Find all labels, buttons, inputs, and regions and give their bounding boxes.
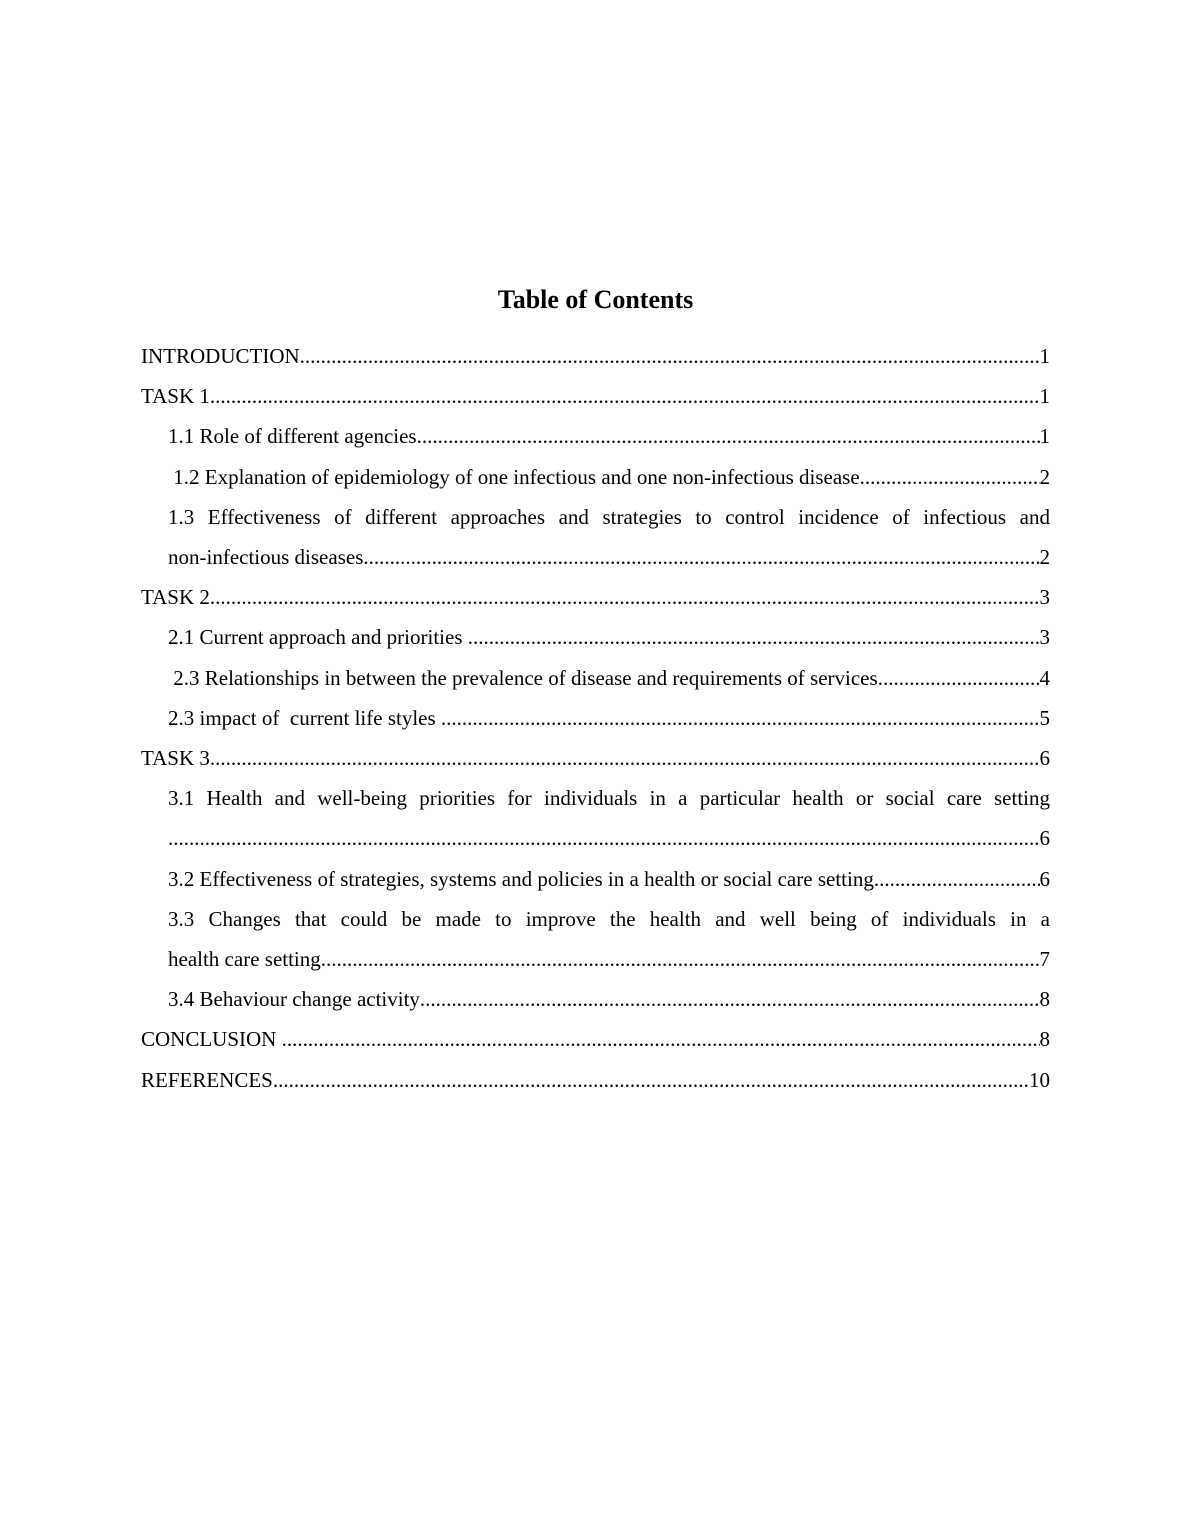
toc-entry-1-3[interactable] [141, 497, 1050, 577]
toc-entry-text: 1.2 Explanation of epidemiology of one infectious and one non-infectious disease [168, 464, 860, 489]
toc-entry-word: priorities [419, 786, 496, 811]
toc-entry-word: Health [206, 786, 263, 811]
toc-entry-3-3[interactable] [141, 899, 1050, 979]
toc-entry-conclusion[interactable] [141, 1019, 1050, 1059]
toc-page-number: 4 [1039, 665, 1050, 690]
toc-entry-text: TASK 2 [141, 585, 210, 610]
toc-entry-word: the [609, 906, 636, 931]
toc-entry-word: of [892, 504, 910, 529]
toc-page-number: 10 [1029, 1067, 1050, 1092]
toc-page-number: 6 [1039, 746, 1050, 771]
toc-page-number: 3 [1039, 625, 1050, 650]
toc-page-number: 1 [1039, 384, 1050, 409]
toc-entry-word: made [435, 906, 481, 931]
toc-entry-text: TASK 1 [141, 384, 210, 409]
toc-entry-introduction[interactable] [141, 336, 1050, 376]
toc-entry-2-3-impact[interactable] [141, 698, 1050, 738]
toc-entry-1-1[interactable] [141, 416, 1050, 456]
toc-entry-word: and [274, 786, 305, 811]
toc-entry-word: for [507, 786, 532, 811]
toc-entry-word: setting [994, 786, 1050, 811]
toc-entry-word: strategies [602, 504, 682, 529]
toc-entry-text: 2.3 Relationships in between the prevalence of disease and requirements of services [168, 665, 878, 690]
toc-page-number: 3 [1039, 585, 1050, 610]
dot-leader [468, 617, 1040, 657]
toc-entry-word: different [365, 504, 438, 529]
toc-entry-1-2[interactable] [141, 457, 1050, 497]
toc-entry-text: 2.1 Current approach and priorities [168, 625, 468, 650]
toc-entry-word: of [334, 504, 352, 529]
dot-leader [860, 457, 1040, 497]
toc-page-number: 1 [1039, 424, 1050, 449]
toc-entry-3-1[interactable] [141, 778, 1050, 858]
toc-entry-word: social [885, 786, 935, 811]
toc-page-number: 7 [1039, 947, 1050, 972]
toc-entry-text: 3.2 Effectiveness of strategies, systems and policies in a health or social care setting [168, 866, 874, 891]
toc-entry-word: a [1040, 906, 1050, 931]
toc-entry-text: REFERENCES [141, 1067, 273, 1092]
toc-entry-word: Changes [208, 906, 281, 931]
toc-entry-word: being [810, 906, 857, 931]
toc-entry-word: control [725, 504, 785, 529]
toc-entry-2-1[interactable] [141, 617, 1050, 657]
toc-entry-text: CONCLUSION [141, 1027, 282, 1052]
toc-entry-word: individuals [902, 906, 996, 931]
dot-leader [273, 1060, 1029, 1100]
toc-entry-word: improve [525, 906, 596, 931]
toc-entry-word: infectious [923, 504, 1007, 529]
toc-entry-word: Effectiveness [207, 504, 321, 529]
toc-entry-word: to [495, 906, 512, 931]
toc-entry-word: 3.3 [168, 906, 195, 931]
toc-page-number: 1 [1039, 344, 1050, 368]
toc-entry-word: to [695, 504, 712, 529]
toc-entry-word: that [294, 906, 327, 931]
toc-entry-word: or [855, 786, 874, 811]
toc-page-number: 6 [1039, 826, 1050, 851]
dot-leader [321, 939, 1040, 979]
dot-leader [420, 979, 1040, 1019]
dot-leader [168, 818, 1040, 858]
dot-leader [282, 1019, 1040, 1059]
toc-entry-word: incidence [798, 504, 879, 529]
dot-leader [441, 698, 1040, 738]
dot-leader [874, 859, 1040, 899]
toc-entry-text: 2.3 impact of current life styles [168, 705, 441, 730]
toc-entry-text: non-infectious diseases [168, 545, 364, 570]
dot-leader [300, 336, 1040, 376]
dot-leader [210, 738, 1040, 778]
toc-entry-3-4[interactable] [141, 979, 1050, 1019]
toc-entry-task-3[interactable] [141, 738, 1050, 778]
dot-leader [210, 376, 1040, 416]
dot-leader [878, 658, 1040, 698]
toc-entry-word: of [870, 906, 889, 931]
toc-entry-word: and [715, 906, 746, 931]
toc-entry-word: and [558, 504, 589, 529]
toc-list [141, 336, 1050, 1100]
toc-entry-word: in [1010, 906, 1027, 931]
toc-page-number: 8 [1039, 1027, 1050, 1052]
toc-entry-text: 3.4 Behaviour change activity [168, 987, 420, 1012]
toc-entry-word: well [759, 906, 796, 931]
toc-entry-word: and [1019, 504, 1050, 529]
toc-page-number: 8 [1039, 987, 1050, 1012]
toc-entry-task-1[interactable] [141, 376, 1050, 416]
toc-entry-word: individuals [544, 786, 638, 811]
toc-entry-word: be [401, 906, 422, 931]
toc-entry-word: particular [699, 786, 781, 811]
toc-entry-word: care [946, 786, 982, 811]
toc-entry-word: well-being [317, 786, 408, 811]
toc-entry-word: in [649, 786, 666, 811]
toc-entry-first-line [168, 497, 1050, 537]
toc-entry-3-2[interactable] [141, 859, 1050, 899]
toc-entry-references[interactable] [141, 1060, 1050, 1100]
toc-entry-word: 1.3 [168, 504, 195, 529]
toc-entry-2-3-relationships[interactable] [141, 658, 1050, 698]
dot-leader [417, 416, 1040, 456]
toc-entry-text: 1.1 Role of different agencies [168, 424, 417, 449]
toc-page-number: 5 [1039, 705, 1050, 730]
dot-leader [210, 577, 1040, 617]
toc-entry-text: health care setting [168, 947, 321, 972]
toc-entry-text: TASK 3 [141, 746, 210, 771]
toc-entry-word: a [678, 786, 688, 811]
toc-entry-word: health [792, 786, 844, 811]
toc-entry-first-line [168, 778, 1050, 818]
table-of-contents [141, 280, 1050, 1100]
toc-entry-word: approaches [450, 504, 546, 529]
toc-entry-task-2[interactable] [141, 577, 1050, 617]
toc-entry-word: 3.1 [168, 786, 195, 811]
toc-entry-text: INTRODUCTION [141, 344, 300, 368]
toc-page-number: 2 [1039, 464, 1050, 489]
toc-entry-word: could [340, 906, 388, 931]
toc-page-number: 2 [1039, 545, 1050, 570]
dot-leader [363, 537, 1039, 577]
toc-page-number: 6 [1039, 866, 1050, 891]
toc-title: Table of Contents [497, 285, 694, 314]
toc-entry-first-line [168, 899, 1050, 939]
toc-entry-word: health [649, 906, 702, 931]
